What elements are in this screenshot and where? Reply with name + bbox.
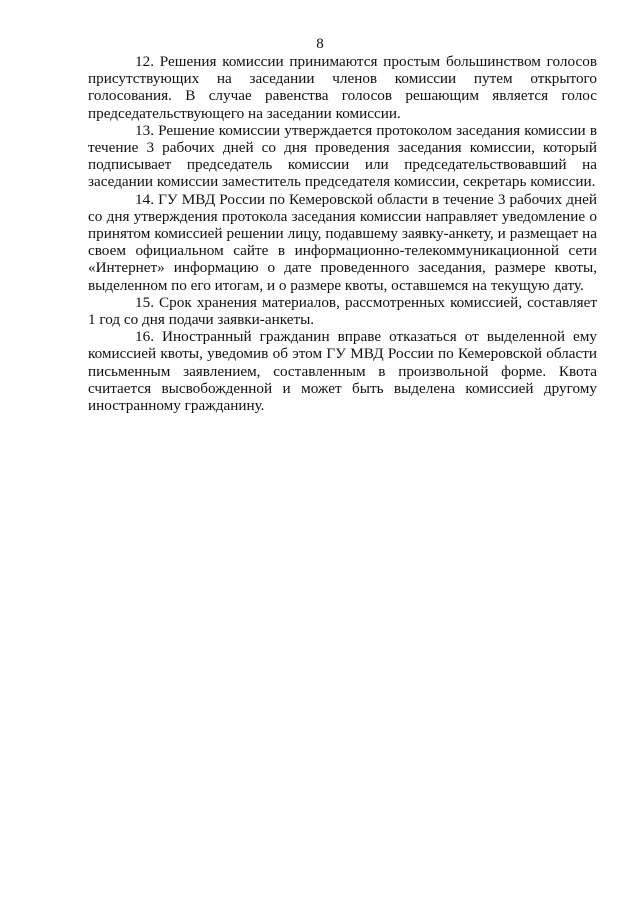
paragraph-13: 13. Решение комиссии утверждается протоколом заседания комиссии в течение 3 рабочих дней со дня проведения заседания комиссии, который подписывает председатель комиссии или председательствовавший на заседании комиссии заместитель председателя комиссии, секретарь комиссии. [88,121,597,191]
paragraph-14: 14. ГУ МВД России по Кемеровской области в течение 3 рабочих дней со дня утверждения протокола заседания комиссии направляет уведомление о принятом комиссией решении лицу, подавшему заявку-анкету, и размещает на своем официальном сайте в информационно-телекоммуникационной сети «Интернет» информацию о дате проведенного заседания, размере квоты, выделенном по его итогам, и о размере квоты, оставшемся на текущую дату. [88,190,597,294]
document-body [88,53,597,414]
paragraph-15: 15. Срок хранения материалов, рассмотренных комиссией, составляет 1 год со дня подачи заявки-анкеты. [88,293,597,329]
paragraph-16: 16. Иностранный гражданин вправе отказаться от выделенной ему комиссией квоты, уведомив об этом ГУ МВД России по Кемеровской области письменным заявлением, составленным в произвольной форме. Квота считается высвобожденной и может быть выделена комиссией другому иностранному гражданину. [88,328,597,415]
paragraph-12: 12. Решения комиссии принимаются простым большинством голосов присутствующих на заседании членов комиссии путем открытого голосования. В случае равенства голосов решающим является голос председательствующего на заседании комиссии. [88,53,597,122]
page-number: 8 [316,36,324,52]
